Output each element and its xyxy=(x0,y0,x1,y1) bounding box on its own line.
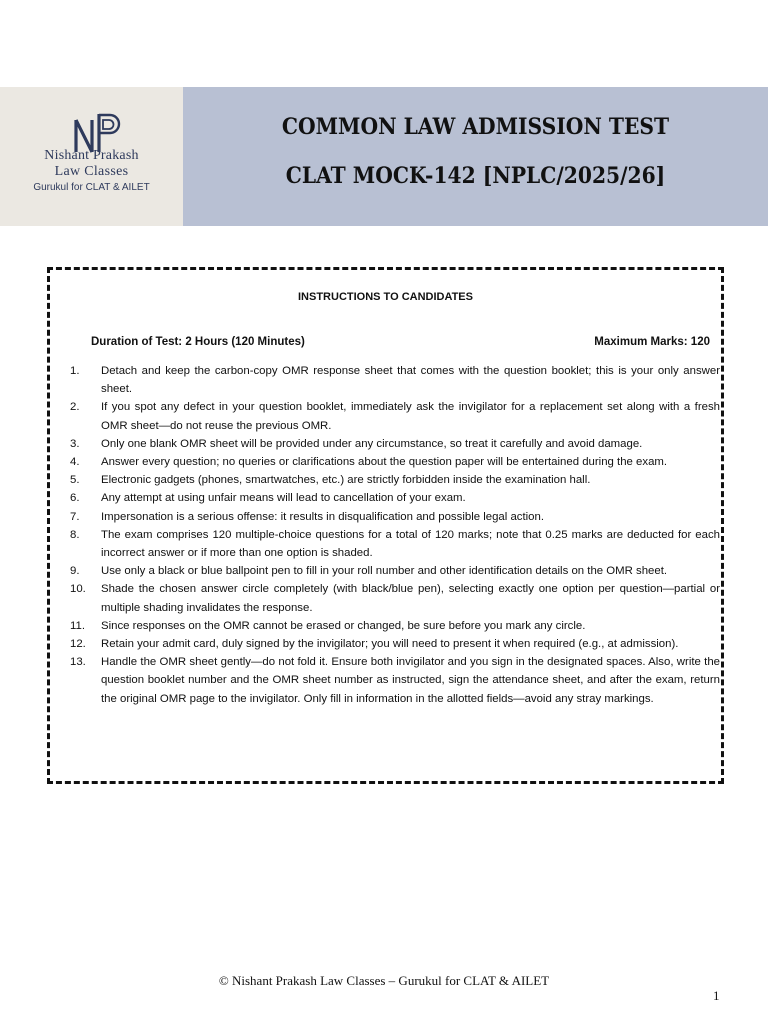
instruction-text: Only one blank OMR sheet will be provided under any circumstance, so treat it carefully and avoid damage. xyxy=(101,437,643,450)
instruction-number: 13. xyxy=(70,656,86,669)
instruction-number: 3. xyxy=(70,437,80,450)
logo-panel xyxy=(0,87,183,226)
instruction-text: Handle the OMR sheet gently—do not fold it. Ensure both invigilator and you sign in the designated spaces. Also, write the question booklet number and the OMR sheet number as instructed, sign the attendance sheet, and after the exam, return the original OMR page to the invigilator. Only fill in information in the allotted fields—avoid any stray markings. xyxy=(101,656,720,705)
instruction-number: 4. xyxy=(70,456,80,469)
instruction-number: 7. xyxy=(70,510,80,523)
instruction-number: 2. xyxy=(70,401,80,414)
instruction-number: 5. xyxy=(70,474,80,487)
instruction-number: 9. xyxy=(70,565,80,578)
instruction-item xyxy=(70,580,720,616)
page-number: 1 xyxy=(713,988,720,1003)
instruction-text: If you spot any defect in your question booklet, immediately ask the invigilator for a replacement set along with a fresh OMR sheet—do not reuse the previous OMR. xyxy=(101,401,720,432)
instructions-heading: INSTRUCTIONS TO CANDIDATES xyxy=(298,291,473,303)
instruction-number: 8. xyxy=(70,528,80,541)
instruction-text: Shade the chosen answer circle completely (with black/blue pen), selecting exactly one option per question—partial or multiple shading invalidates the response. xyxy=(101,583,720,614)
instruction-text: Since responses on the OMR cannot be erased or changed, be sure before you mark any circle. xyxy=(101,619,586,632)
instruction-item xyxy=(70,471,720,489)
instruction-number: 10. xyxy=(70,583,86,596)
instruction-text: The exam comprises 120 multiple-choice questions for a total of 120 marks; note that 0.25 marks are deducted for each incorrect answer or if more than one option is shaded. xyxy=(101,528,720,560)
mock-title: CLAT MOCK-142 [NPLC/2025/26] xyxy=(285,163,666,189)
instruction-item xyxy=(70,526,720,562)
instruction-number: 6. xyxy=(70,492,80,505)
instruction-text: Use only a black or blue ballpoint pen to fill in your roll number and other identification details on the OMR sheet. xyxy=(101,565,668,578)
instruction-text: Detach and keep the carbon-copy OMR response sheet that comes with the question booklet; this is your only answer sheet. xyxy=(101,365,720,396)
logo-name-line1: Nishant Prakash xyxy=(44,148,139,163)
instruction-text: Impersonation is a serious offense: it results in disqualification and possible legal action. xyxy=(101,510,545,523)
exam-title: COMMON LAW ADMISSION TEST xyxy=(281,114,670,140)
instruction-item xyxy=(70,508,720,526)
instructions-box xyxy=(47,267,724,784)
instruction-number: 1. xyxy=(70,365,80,377)
instruction-item xyxy=(70,489,720,507)
maximum-marks: Maximum Marks: 120 xyxy=(594,336,710,348)
header-band xyxy=(0,87,768,226)
instruction-item xyxy=(70,435,720,453)
instruction-number: 11. xyxy=(70,619,85,632)
test-duration: Duration of Test: 2 Hours (120 Minutes) xyxy=(91,336,305,348)
instruction-number: 12. xyxy=(70,638,86,651)
instruction-item xyxy=(70,362,720,398)
instruction-item xyxy=(70,562,720,580)
logo-tagline: Gurukul for CLAT & AILET xyxy=(33,182,150,193)
footer-copyright: © Nishant Prakash Law Classes – Gurukul for CLAT & AILET xyxy=(218,973,550,988)
instruction-item xyxy=(70,635,720,653)
instruction-text: Electronic gadgets (phones, smartwatches, etc.) are strictly forbidden inside the examination hall. xyxy=(101,474,591,487)
logo-name-line2: Law Classes xyxy=(54,164,129,179)
instruction-item xyxy=(70,653,720,708)
instruction-text: Answer every question; no queries or clarifications about the question paper will be entertained during the exam. xyxy=(101,456,668,469)
instruction-item xyxy=(70,453,720,471)
instruction-text: Any attempt at using unfair means will lead to cancellation of your exam. xyxy=(101,492,466,505)
title-panel xyxy=(183,87,768,226)
instruction-item xyxy=(70,617,720,635)
instructions-list xyxy=(70,362,720,708)
instruction-text: Retain your admit card, duly signed by the invigilator; you will need to present it when required (e.g., at admission). xyxy=(101,638,679,651)
instruction-item xyxy=(70,398,720,434)
